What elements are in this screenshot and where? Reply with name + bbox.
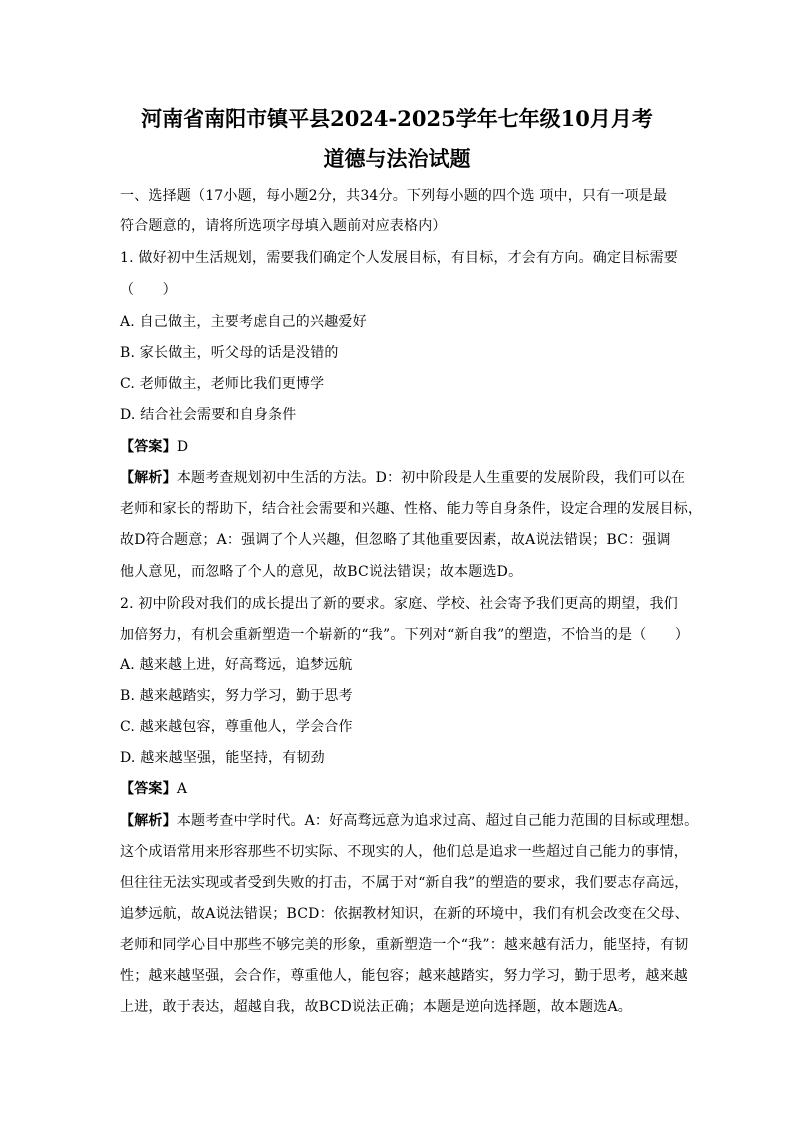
analysis-text: 本题考查中学时代。A：好高骛远意为追求过高、超过自己能力范围的目标或理想。 xyxy=(176,813,699,829)
question-1-answer xyxy=(120,437,680,457)
question-2-analysis-line: 性；越来越坚强，会合作，尊重他人，能包容；越来越踏实，努力学习，勤于思考，越来越 xyxy=(120,968,688,984)
question-2-stem-cont: 加倍努力，有机会重新塑造一个崭新的“我”。下列对“新自我”的塑造，不恰当的是（ ） xyxy=(120,627,690,643)
question-2-option-a: A. 越来越上进，好高骛远，追梦远航 xyxy=(120,657,353,673)
section-instructions-cont: 符合题意的，请将所选项字母填入题前对应表格内） xyxy=(120,218,447,234)
question-1-option-b: B. 家长做主，听父母的话是没错的 xyxy=(120,345,339,361)
analysis-text: 本题考查规划初中生活的方法。D：初中阶段是人生重要的发展阶段，我们可以在 xyxy=(176,470,686,486)
question-2-option-b: B. 越来越踏实，努力学习，勤于思考 xyxy=(120,688,353,704)
analysis-label: 【解析】 xyxy=(120,813,177,829)
answer-label: 【答案】 xyxy=(120,781,177,797)
answer-value: A xyxy=(176,781,188,797)
analysis-label: 【解析】 xyxy=(120,470,177,486)
question-1-blank: （ ） xyxy=(120,282,177,298)
question-1-analysis-line: 故D符合题意；A：强调了个人兴趣，但忽略了其他重要因素，故A说法错误；BC：强调 xyxy=(120,532,671,548)
question-2-analysis-line: 这个成语常用来形容那些不切实际、不现实的人，他们总是追求一些超过自己能力的事情， xyxy=(120,844,688,860)
question-1-stem: 1. 做好初中生活规划，需要我们确定个人发展目标，有目标，才会有方向。确定目标需要 xyxy=(120,250,679,266)
question-1-analysis-line: 他人意见，而忽略了个人的意见，故BC说法错误；故本题选D。 xyxy=(120,564,523,580)
question-2-analysis-line: 老师和同学心目中那些不够完美的形象，重新塑造一个“我”：越来越有活力，能坚持，有韧 xyxy=(120,937,689,953)
question-1-analysis xyxy=(120,468,686,488)
question-1-option-c: C. 老师做主，老师比我们更博学 xyxy=(120,376,325,392)
question-2-analysis-line: 但往往无法实现或者受到失败的打击，不属于对“新自我”的塑造的要求，我们要志存高远， xyxy=(120,875,689,891)
question-2-answer xyxy=(120,779,680,799)
answer-value: D xyxy=(176,439,189,455)
question-2-analysis-line: 追梦远航，故A说法错误；BCD：依据教材知识，在新的环境中，我们有机会改变在父母、 xyxy=(120,906,689,922)
question-2-stem: 2. 初中阶段对我们的成长提出了新的要求。家庭、学校、社会寄予我们更高的期望，我们 xyxy=(120,596,679,612)
question-1-analysis-line: 老师和家长的帮助下，结合社会需要和兴趣、性格、能力等自身条件，设定合理的发展目标， xyxy=(120,501,703,517)
section-instructions: 一、选择题（17小题，每小题2分，共34分。下列每小题的四个选 项中，只有一项是最 xyxy=(120,188,668,204)
exam-title: 河南省南阳市镇平县2024-2025学年七年级10月月考 xyxy=(141,106,653,131)
question-2-analysis xyxy=(120,811,699,831)
question-1-option-d: D. 结合社会需要和自身条件 xyxy=(120,407,297,423)
question-2-option-d: D. 越来越坚强，能坚持，有韧劲 xyxy=(120,750,325,766)
question-2-option-c: C. 越来越包容，尊重他人，学会合作 xyxy=(120,719,353,735)
question-2-analysis-line: 上进，敢于表达，超越自我，故BCD说法正确；本题是逆向选择题，故本题选A。 xyxy=(120,999,632,1015)
exam-subtitle: 道德与法治试题 xyxy=(323,146,471,171)
answer-label: 【答案】 xyxy=(120,439,177,455)
question-1-option-a: A. 自己做主，主要考虑自己的兴趣爱好 xyxy=(120,314,367,330)
